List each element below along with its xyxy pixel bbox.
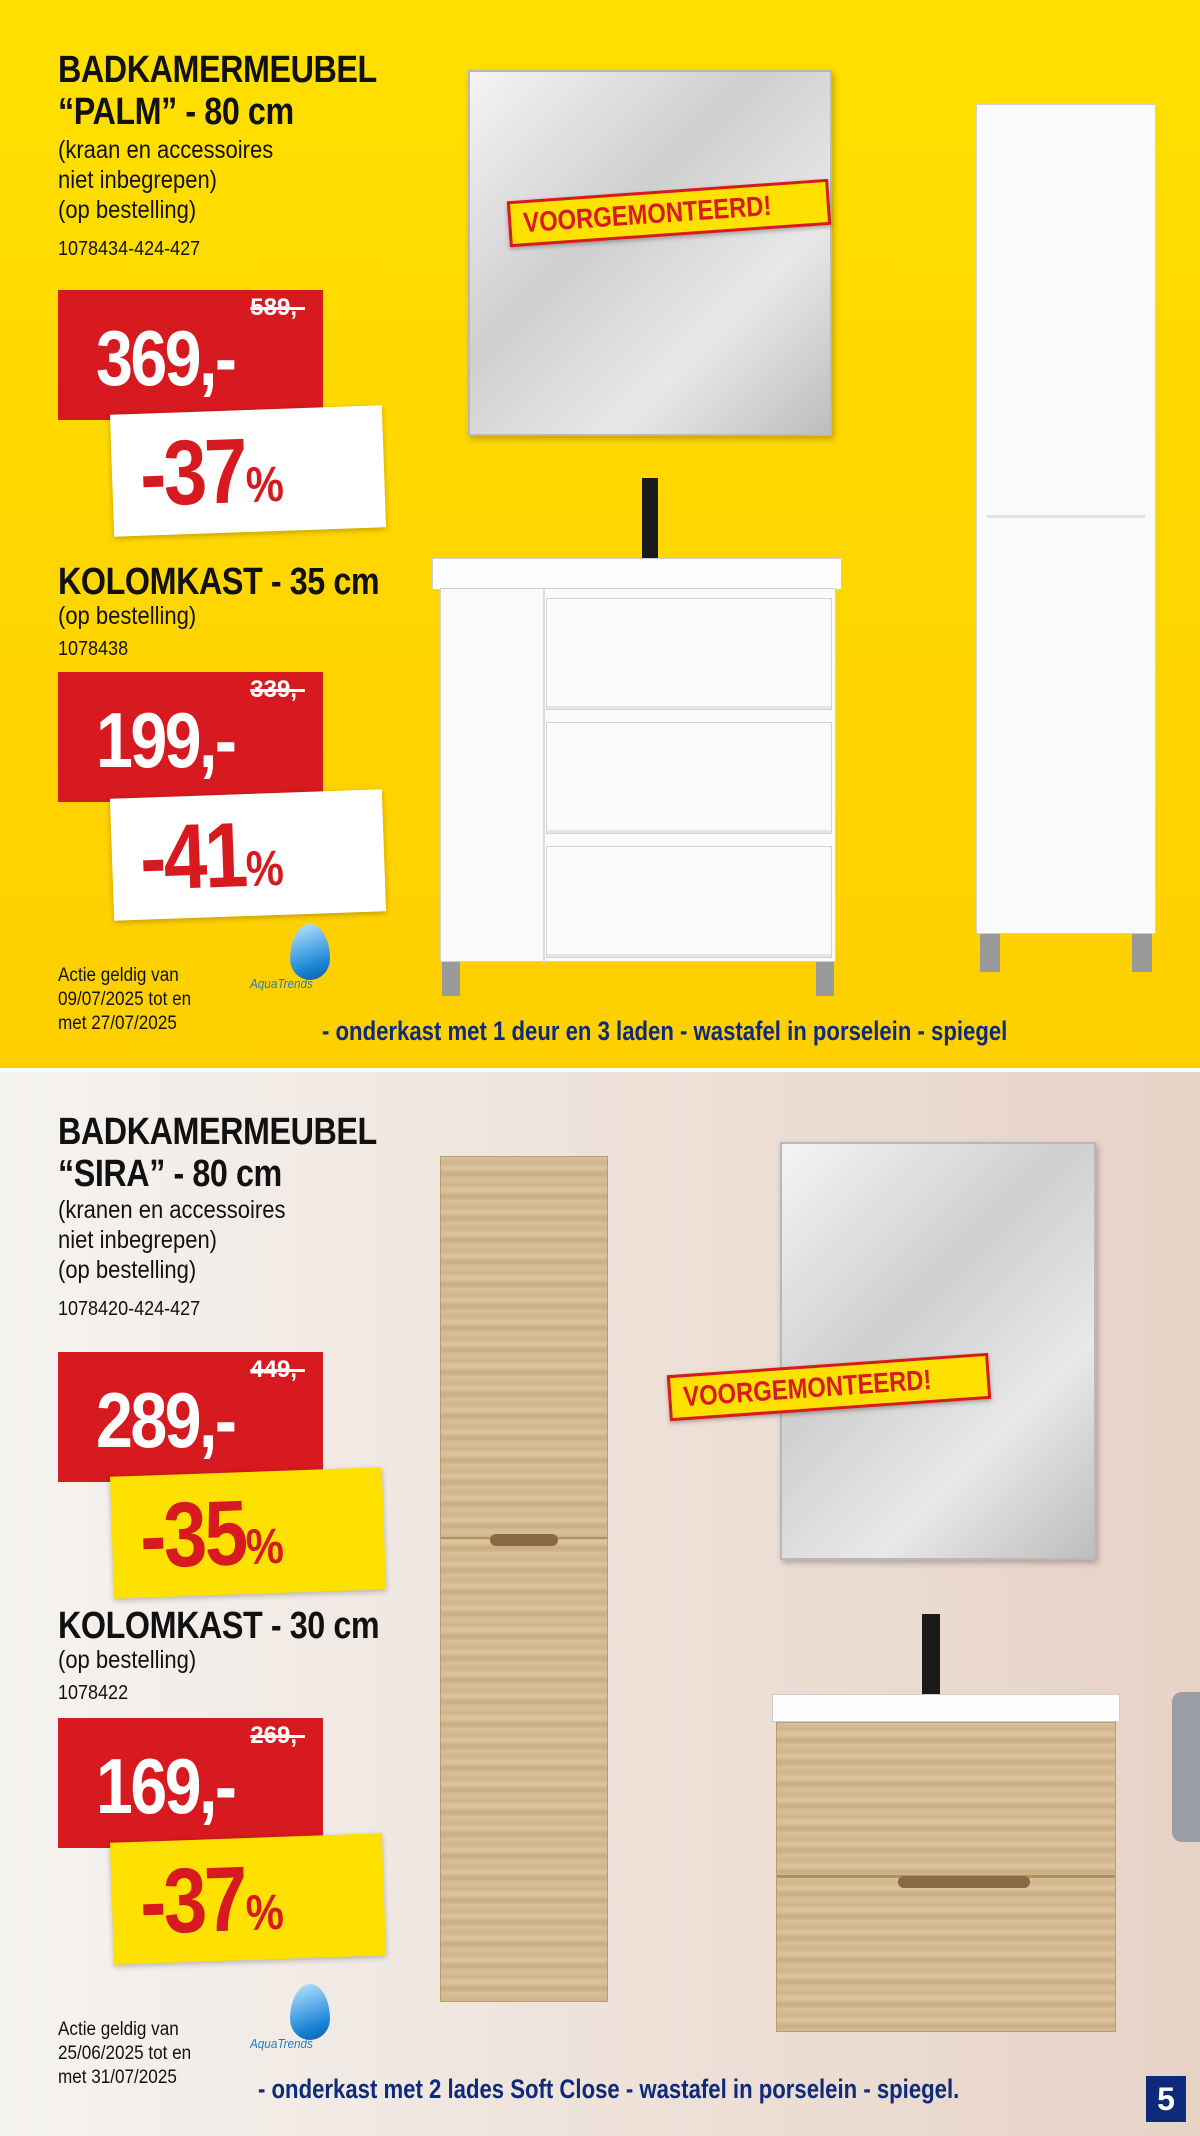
preassembled-badge-text: VOORGEMONTEERD! [682,1363,933,1413]
old-price: 589,- [250,294,305,321]
discount-box [110,1467,386,1598]
product-title: KOLOMKAST - 35 cm [58,561,380,603]
offer-validity: Actie geldig van 09/07/2025 tot en met 27/07/2025 [58,965,192,1034]
product-title: BADKAMERMEUBEL [58,49,377,91]
cabinet-leg [980,934,1000,972]
basin-image [432,558,842,590]
old-price: 339,- [250,676,305,703]
feature-list: - onderkast met 1 deur en 3 laden - wastafel in porselein - spiegel [322,1016,1008,1046]
faucet-image [642,478,658,560]
product-note: (op bestelling) [58,602,197,630]
page-number: 5 [1146,2076,1186,2122]
column-cabinet-image-30 [440,1156,608,2002]
water-drop-icon [290,1984,330,2040]
product-note: (op bestelling) [58,1646,197,1674]
product-title: BADKAMERMEUBEL [58,1111,377,1153]
mirror-image-palm [468,70,832,436]
discount-box [110,789,386,920]
product-note: (kranen en accessoires [58,1196,286,1224]
article-code: 1078422 [58,1682,129,1704]
old-price: 269,- [250,1722,305,1749]
drawer-front [546,846,832,958]
drawer-front [546,722,832,834]
article-code: 1078434-424-427 [58,238,201,260]
cabinet-leg [816,962,834,996]
new-price: 199,- [96,696,235,784]
drawer-front [546,598,832,710]
new-price: 289,- [96,1376,235,1464]
brand-logo-text: AquaTrends [250,2036,313,2051]
product-title: KOLOMKAST - 30 cm [58,1605,380,1647]
brand-logo [250,924,350,1024]
discount-value: -41% [138,804,285,910]
offer-section-sira [0,1072,1200,2136]
discount-value: -37% [138,420,285,526]
article-code: 1078420-424-427 [58,1298,201,1320]
price-box [58,1352,323,1482]
price-box [58,1718,323,1848]
product-note: (op bestelling) [58,1256,197,1284]
product-note: niet inbegrepen) [58,166,218,194]
discount-value: -37% [138,1848,285,1954]
drawer-handle [898,1876,1030,1888]
product-title: “PALM” - 80 cm [58,91,294,133]
offer-validity: Actie geldig van 25/06/2025 tot en met 31/07/2025 [58,2019,192,2088]
mirror-image-sira [780,1142,1096,1560]
old-price: 449,- [250,1356,305,1383]
product-title: “SIRA” - 80 cm [58,1153,282,1195]
cabinet-handle [490,1534,558,1546]
new-price: 169,- [96,1742,235,1830]
discount-box [110,1833,386,1964]
cabinet-leg [442,962,460,996]
new-price: 369,- [96,314,235,402]
towel-image [1172,1692,1200,1842]
product-note: niet inbegrepen) [58,1226,218,1254]
basin-image [772,1694,1120,1722]
column-cabinet-image-35 [976,104,1156,934]
price-box [58,290,323,420]
preassembled-badge-text: VOORGEMONTEERD! [522,189,773,239]
brand-logo [250,1984,350,2084]
price-box [58,672,323,802]
feature-list: - onderkast met 2 lades Soft Close - wastafel in porselein - spiegel. [258,2074,960,2104]
product-note: (op bestelling) [58,196,197,224]
product-note: (kraan en accessoires [58,136,274,164]
discount-value: -35% [138,1482,285,1588]
cabinet-leg [1132,934,1152,972]
water-drop-icon [290,924,330,980]
brand-logo-text: AquaTrends [250,976,313,991]
article-code: 1078438 [58,638,129,660]
faucet-image [922,1614,940,1698]
discount-box [110,405,386,536]
